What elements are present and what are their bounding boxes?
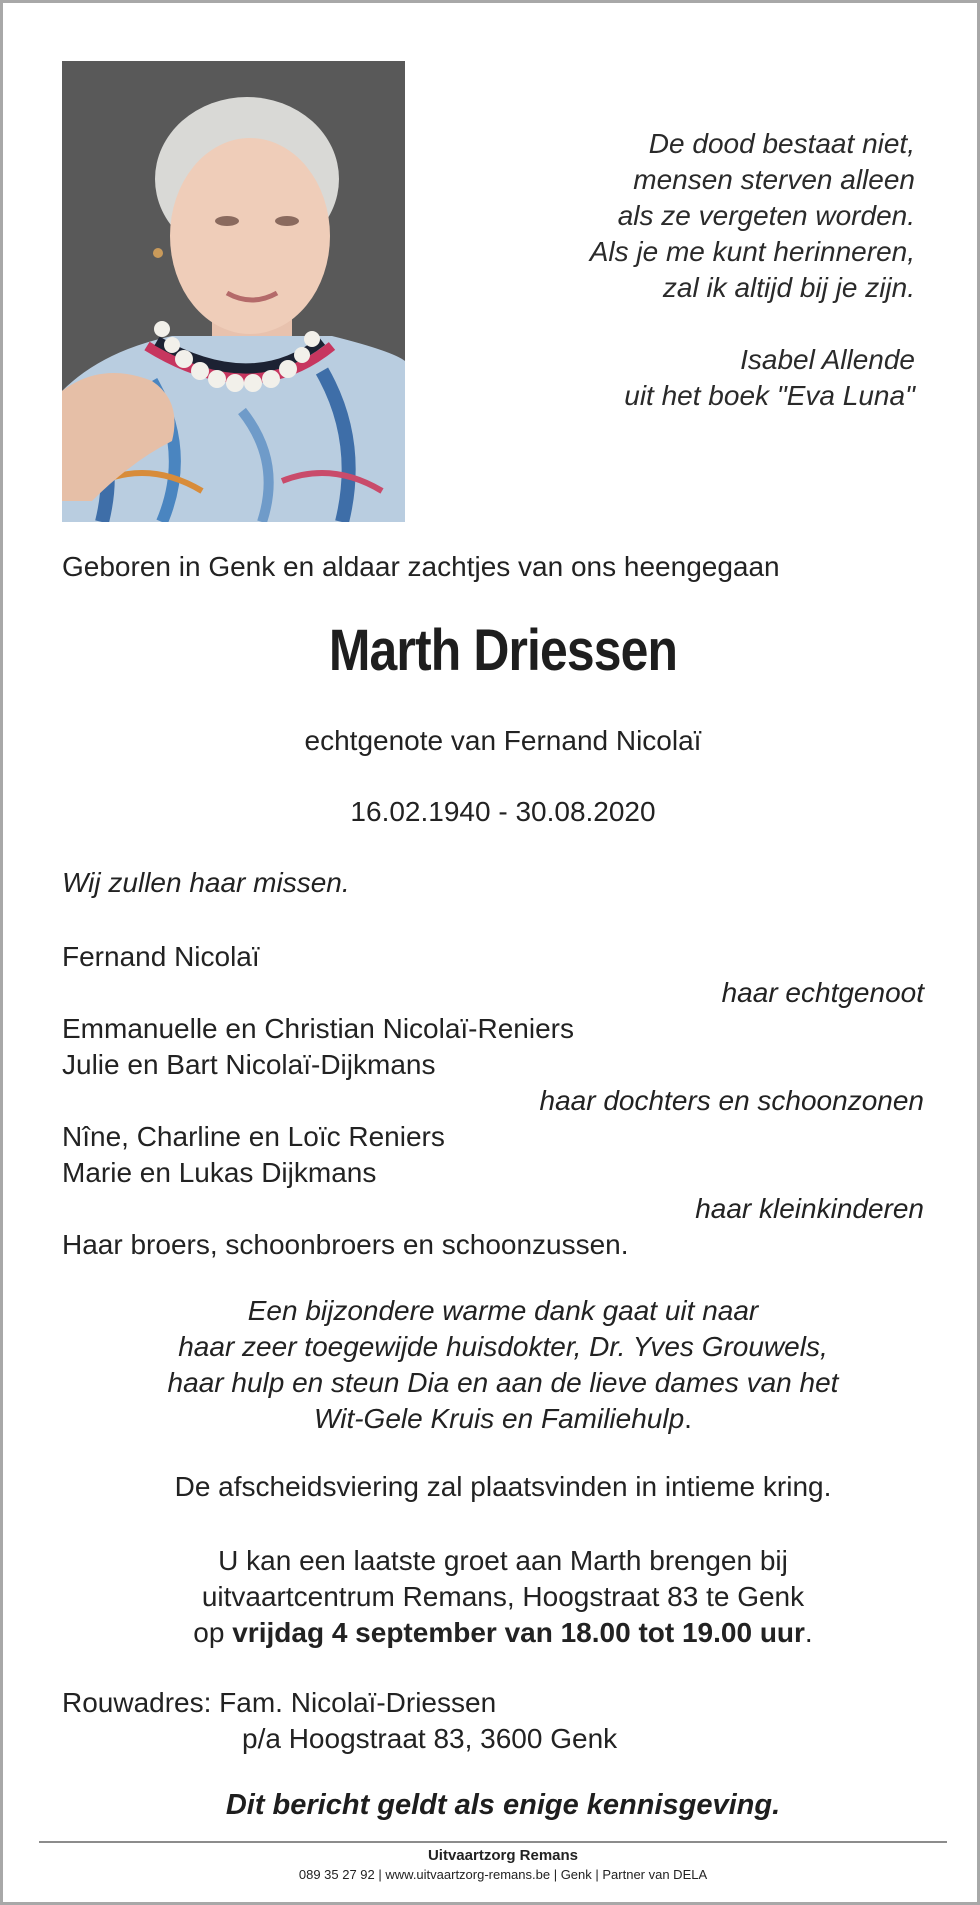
deceased-name: Marth Driessen (328, 618, 678, 683)
family-member: Julie en Bart Nicolaï-Dijkmans (62, 1049, 436, 1080)
quote-poem (495, 126, 915, 414)
greeting-line3-start: op (193, 1617, 233, 1648)
mourning-address (62, 1685, 617, 1757)
thanks-line: haar zeer toegewijde huisdokter, Dr. Yves Grouwels, (178, 1331, 828, 1362)
notice-text: Dit bericht geldt als enige kennisgeving. (225, 1789, 781, 1821)
family-role: haar echtgenoot (721, 977, 924, 1008)
thanks-line4-text: Wit-Gele Kruis en Familiehulp (314, 1403, 685, 1434)
greeting-text (3, 1543, 980, 1651)
poem-line: zal ik altijd bij je zijn. (662, 272, 915, 303)
family-member: Nîne, Charline en Loïc Reniers (62, 1121, 445, 1152)
portrait-photo (62, 61, 405, 522)
miss-text: Wij zullen haar missen. (62, 867, 350, 898)
greeting-line3-end: . (804, 1617, 813, 1648)
footer-divider (39, 1841, 947, 1843)
poem-line: De dood bestaat niet, (648, 128, 915, 159)
footer-info: 089 35 27 92 | www.uitvaartzorg-remans.be | Genk | Partner van DELA (298, 1867, 708, 1882)
address-line: p/a Hoogstraat 83, 3600 Genk (242, 1723, 618, 1754)
greeting-line: uitvaartcentrum Remans, Hoogstraat 83 te Genk (201, 1581, 805, 1612)
thanks-line: haar hulp en steun Dia en aan de lieve dames van het (167, 1367, 839, 1398)
family-member: Haar broers, schoonbroers en schoonzussen. (62, 1229, 629, 1260)
ceremony-text: De afscheidsviering zal plaatsvinden in intieme kring. (174, 1471, 832, 1502)
greeting-line-time (3, 1615, 980, 1651)
poem-spacer (495, 306, 915, 342)
address-line: Rouwadres: Fam. Nicolaï-Driessen (62, 1687, 497, 1718)
greeting-time: vrijdag 4 september van 18.00 tot 19.00 uur (232, 1617, 805, 1648)
spouse-line: echtgenote van Fernand Nicolaï (304, 725, 702, 756)
thanks-line-last (3, 1401, 980, 1437)
family-list (62, 939, 924, 1263)
portrait-illustration (62, 61, 405, 522)
family-member: Emmanuelle en Christian Nicolaï-Reniers (62, 1013, 574, 1044)
poem-line: Als je me kunt herinneren, (589, 236, 915, 267)
thanks-line: Een bijzondere warme dank gaat uit naar (247, 1295, 759, 1326)
greeting-line: U kan een laatste groet aan Marth brengen bij (218, 1545, 788, 1576)
family-member: Marie en Lukas Dijkmans (62, 1157, 377, 1188)
thanks-text (3, 1293, 980, 1437)
family-member: Fernand Nicolaï (62, 941, 260, 972)
poem-source: uit het boek "Eva Luna" (624, 380, 915, 411)
thanks-line4-period: . (684, 1403, 692, 1434)
family-role: haar kleinkinderen (695, 1193, 924, 1224)
poem-line: mensen sterven alleen (633, 164, 915, 195)
footer-company: Uitvaartzorg Remans (427, 1847, 579, 1864)
family-role: haar dochters en schoonzonen (539, 1085, 924, 1116)
intro-text: Geboren in Genk en aldaar zachtjes van ons heengegaan (62, 551, 780, 582)
poem-author: Isabel Allende (740, 344, 915, 375)
life-dates: 16.02.1940 - 30.08.2020 (350, 796, 656, 827)
poem-line: als ze vergeten worden. (617, 200, 915, 231)
